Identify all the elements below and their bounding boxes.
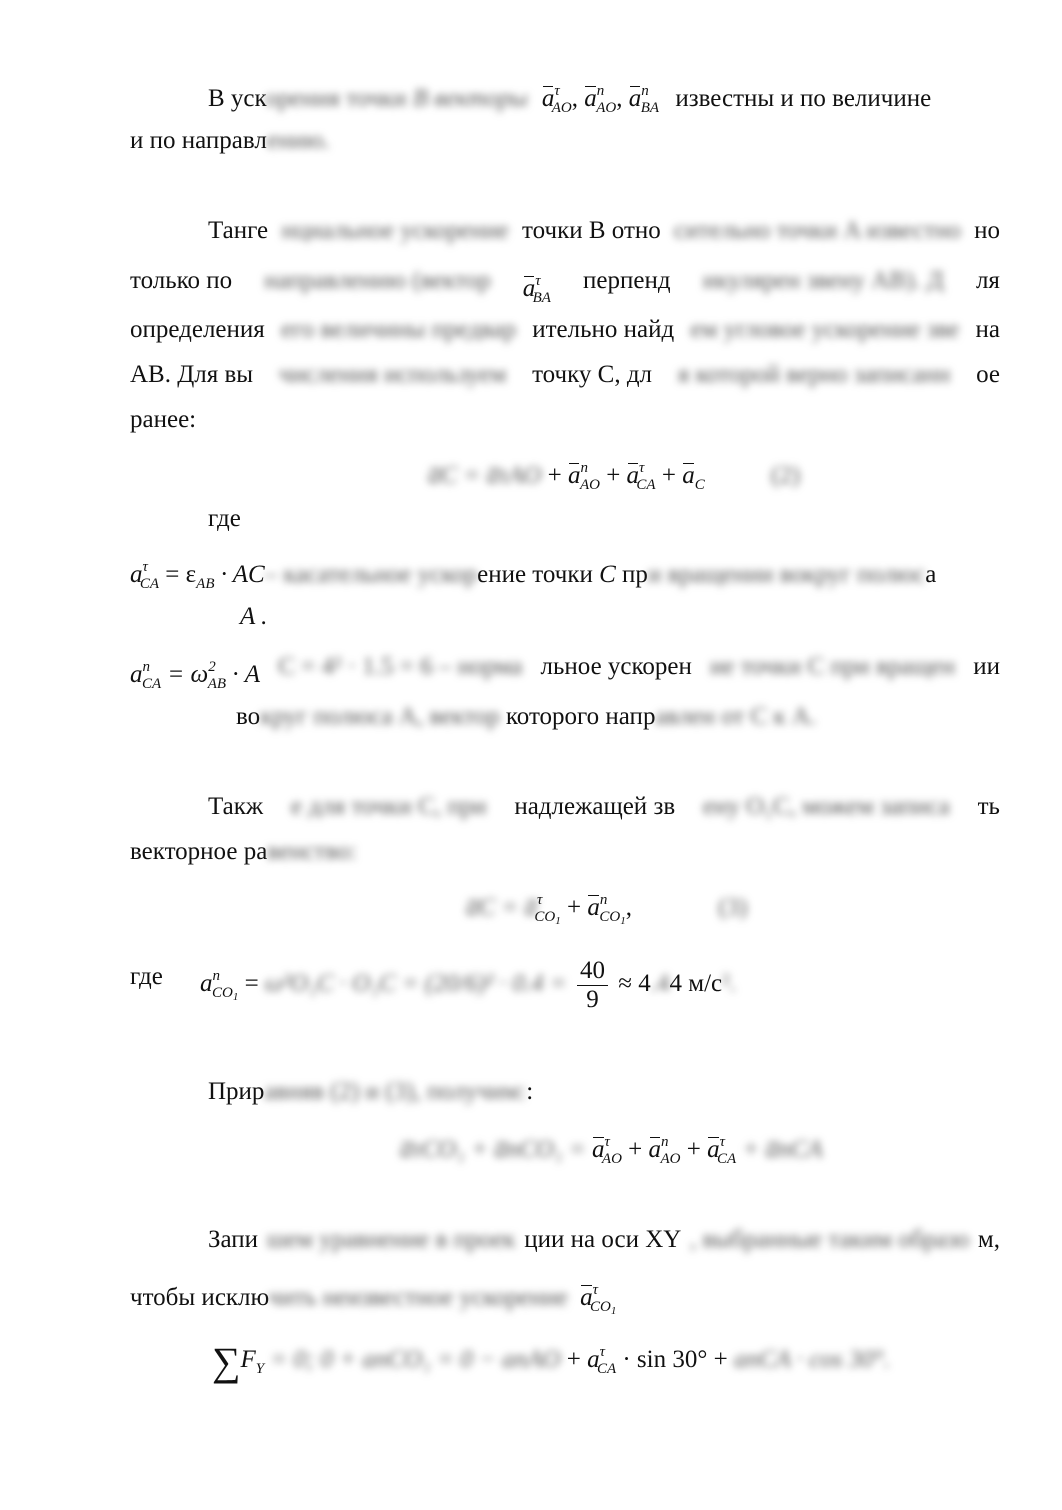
para2-line1: Танге нциальное ускорение точки В отно сительно точки A известно но	[208, 217, 1000, 244]
equation-5: $\sum F_Y = 0$; 0 + anCO₁ = 0 − anAO + $a^\tau_{CA} \cdot \sin 30^\circ$ + anCA · cos 30°.	[212, 1339, 891, 1384]
fraction: $\frac{40}{9}$	[577, 957, 608, 1014]
para4-line1: Приравняв (2) и (3), получим::	[208, 1078, 534, 1105]
tangential-accel-def: $a^\tau_{CA} = \varepsilon_{AB} \cdot AC-$ касательное ускорение точки C при вращении вокруг полюса	[130, 559, 937, 592]
para2-line2: только по направлению (вектор $a^\tau_{BA}$ перпенд икулярен звену AB). Д ля	[130, 267, 1000, 306]
para5-line1: Запи шем уравнение в проек ции на оси XY , выбранные таким образо м,	[208, 1226, 1000, 1253]
equation-3: a̅C = a̅$^\tau_{CO1}$ + $a^n_{CO1}$, (3)	[466, 892, 748, 927]
equation-2: a̅C = a̅τAO + $a^n_{AO} + a^\tau_{CA} + a_C$ (2)	[428, 460, 801, 493]
normal-accel-co1: $a^n_{CO1} = \omega^2O_1C \cdot O_1C = (20/6)^2 \cdot 0.4$ = $\frac{40}{9}$ ≈ 4.44 м/с².	[200, 956, 736, 1013]
where-label-1: где	[208, 505, 241, 532]
para5-line2: чтобы исключить неизвестное ускорение $a^\tau_{CO1}$	[130, 1282, 617, 1317]
para3-line2: векторное равенство:	[130, 838, 357, 865]
para1-line2: и по направлению.	[130, 127, 330, 154]
normal-accel-def: $a^n_{CA} = \omega^2_{AB} \cdot A$ C = 4² · 1.5 = 6 – норма льное ускорен ие точки C при вращен ии	[130, 653, 1000, 692]
equation-4: a̅τCO₁ + a̅nCO₁ = $a^\tau_{AO} + a^n_{AO} + a^\tau_{CA}$ + a̅nCA	[400, 1134, 823, 1167]
para1-line1: В ускорения точки B векторы $a^\tau_{AO}$, $a^n_{AO}$, $a^n_{BA}$ известны и по величине	[208, 83, 932, 116]
para2-line3: определения его величины предвар ительно найд ем угловое ускорение зве на	[130, 316, 1000, 343]
para3-line1: Такж е для точки C, при надлежащей зв ену O₁C, можем записа ть	[208, 793, 1000, 820]
where-label-2: где	[130, 963, 163, 990]
para2-line4: АВ. Для вы числения используем точку С, дл я которой верно записанн ое	[130, 361, 1000, 388]
tangential-accel-def-cont: A .	[240, 603, 268, 630]
normal-accel-def-cont: вокруг полюса A, вектор которого направлен от C к A.	[236, 703, 817, 730]
para2-line5: ранее:	[130, 406, 197, 433]
